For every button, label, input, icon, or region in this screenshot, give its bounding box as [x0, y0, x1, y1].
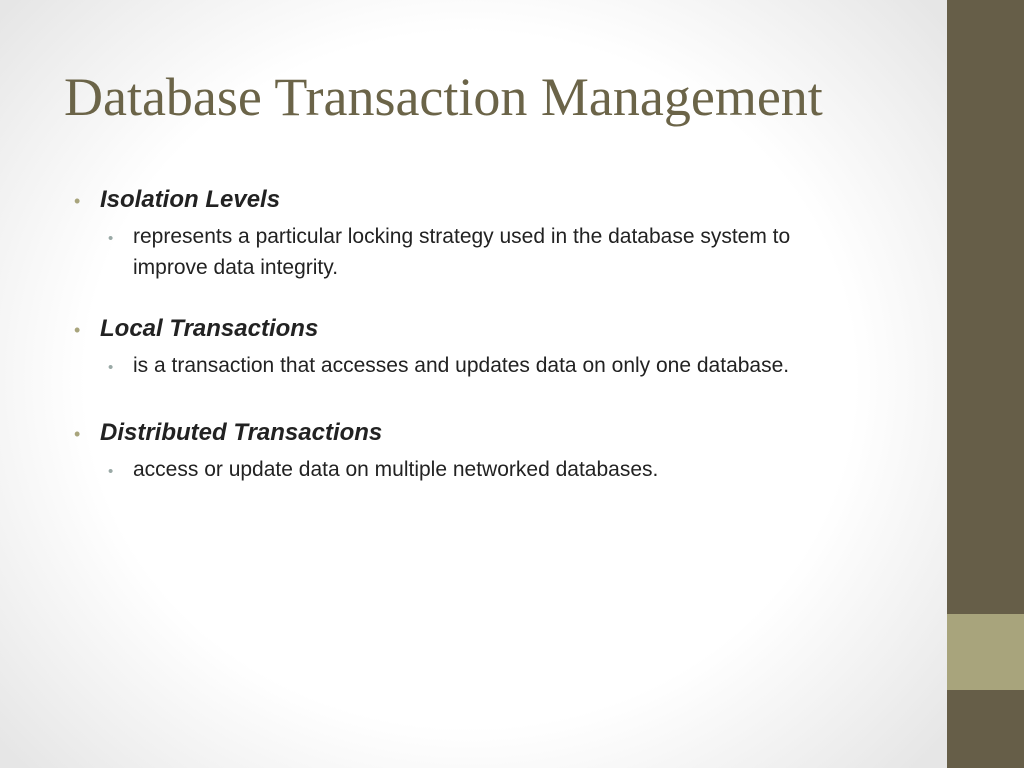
bullet-heading: Isolation Levels: [100, 186, 281, 213]
bullet-heading-row: [74, 309, 874, 350]
bullet-heading: Local Transactions: [100, 315, 319, 342]
sub-bullet-text: represents a particular locking strategy used in the database system to improve data integrity.: [133, 225, 791, 279]
sub-bullet-text: is a transaction that accesses and updates data on only one database.: [133, 354, 790, 377]
slide-title: Database Transaction Management: [64, 67, 823, 127]
bullet-item-isolation-levels: [74, 180, 874, 283]
bullet-heading-row: [74, 413, 874, 454]
sub-bullet-dot-icon: •: [108, 230, 114, 247]
bullet-item-local-transactions: [74, 309, 874, 383]
bullet-item-distributed-transactions: [74, 413, 874, 487]
sub-bullet-row: [108, 350, 874, 383]
sub-bullet-text: access or update data on multiple networked databases.: [133, 458, 659, 481]
decorative-sidebar-accent: [947, 614, 1024, 690]
sub-bullet-row: [108, 454, 874, 487]
sub-bullet-dot-icon: •: [108, 463, 114, 480]
bullet-dot-icon: •: [74, 320, 81, 340]
bullet-dot-icon: •: [74, 424, 81, 444]
sub-bullet-dot-icon: •: [108, 359, 114, 376]
bullet-list: [74, 180, 874, 513]
bullet-heading: Distributed Transactions: [100, 419, 383, 446]
bullet-heading-row: [74, 180, 874, 221]
sub-bullet-row: [108, 221, 874, 283]
bullet-dot-icon: •: [74, 191, 81, 211]
